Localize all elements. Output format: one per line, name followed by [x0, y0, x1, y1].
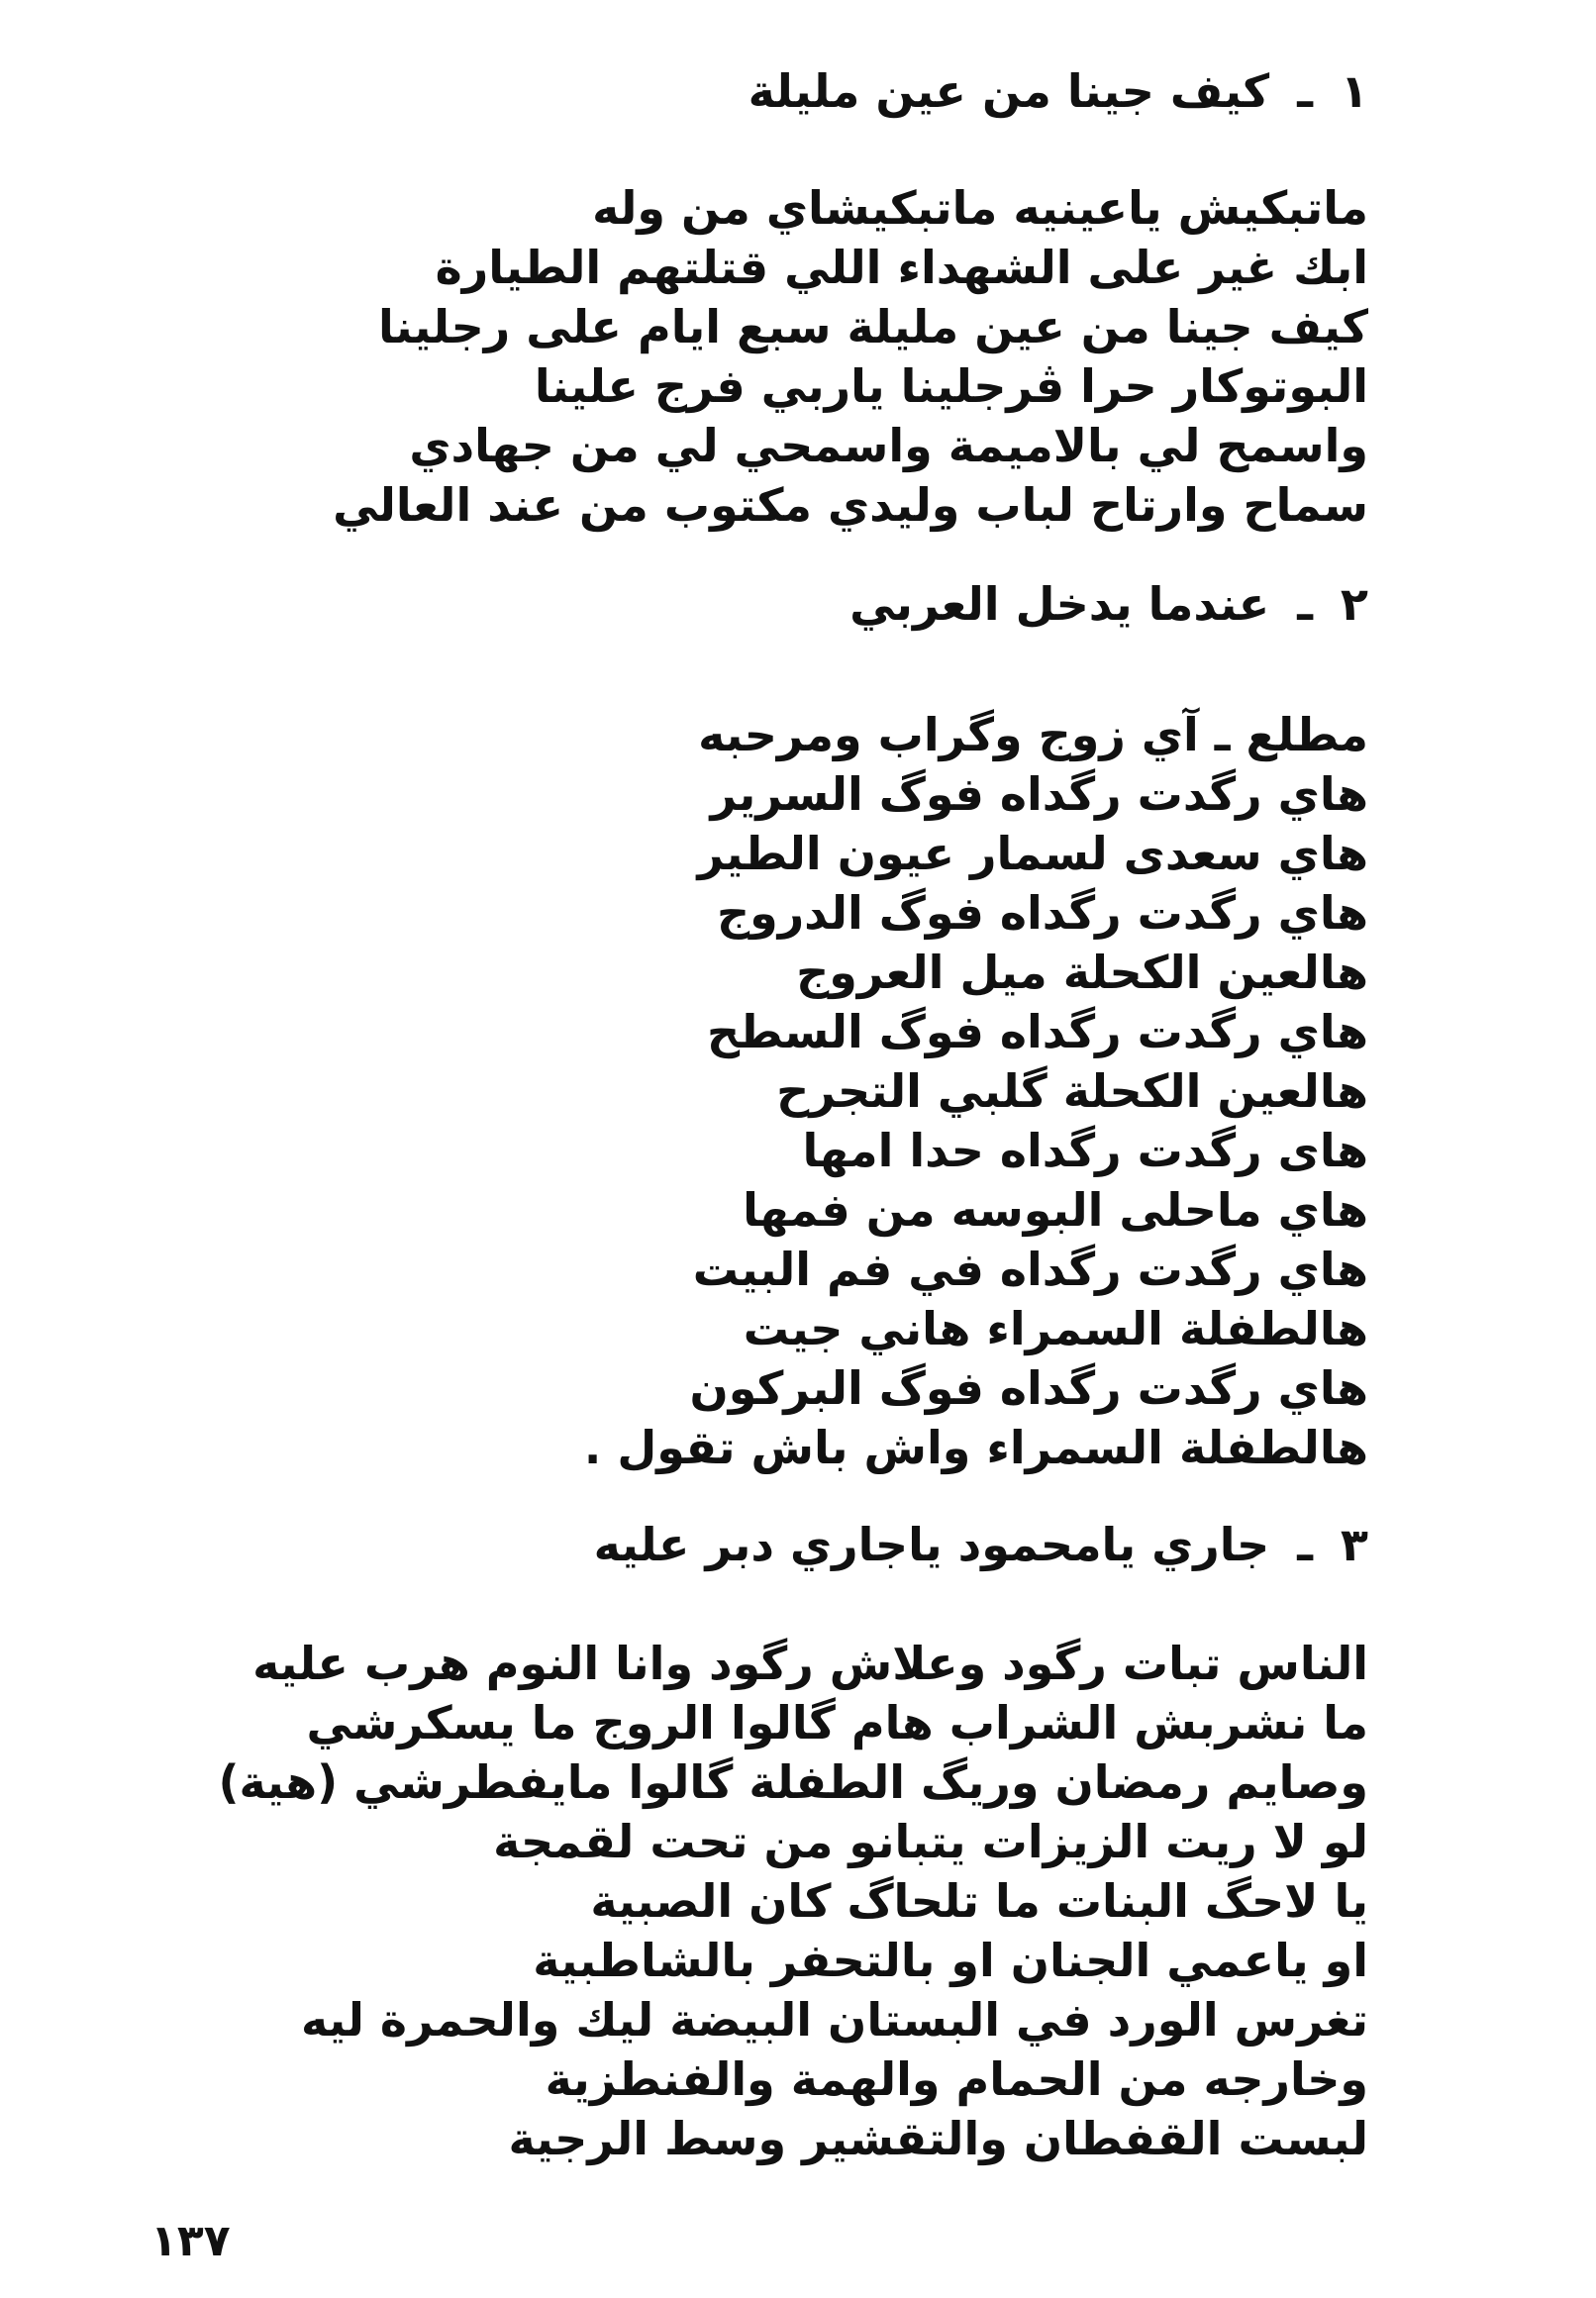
section-number: ١ — [1340, 64, 1368, 118]
verse-line: تغرس الورد في البستان البيضة ليك والحمرة ليه — [300, 1993, 1368, 2047]
verse-list — [219, 1634, 1369, 2168]
poem-section-1 — [333, 61, 1368, 535]
section-heading — [333, 61, 1368, 121]
verse-line: هاي رگدت رگداه فوگ البركون — [689, 1361, 1368, 1415]
section-title: كيف جينا من عين مليلة — [748, 64, 1270, 118]
verse-line: هاي رگدت رگداه في فم البيت — [692, 1243, 1368, 1296]
section-heading — [584, 574, 1368, 634]
verse-line: هاي رگدت رگداه فوگ السرير — [710, 767, 1368, 821]
section-dash: ـ — [1297, 64, 1313, 118]
verse-line: ابك غير على الشهداء اللي قتلتهم الطيارة — [435, 241, 1368, 294]
verse-line: وخارجه من الحمام والهمة والفنطزية — [545, 2052, 1368, 2106]
verse-line: ما نشربش الشراب هام گالوا الروج ما يسكرشي — [306, 1696, 1368, 1749]
poem-section-2 — [584, 574, 1368, 1477]
verse-line: ماتبكيش ياعينيه ماتبكيشاي من وله — [592, 181, 1368, 235]
section-title: عندما يدخل العربي — [849, 577, 1270, 631]
verse-line: هالطفلة السمراء هاني جيت — [743, 1302, 1368, 1355]
verse-line: واسمح لي بالاميمة واسمحي لي من جهادي — [409, 419, 1368, 472]
verse-line: الناس تبات رگود وعلاش رگود وانا النوم هرب عليه — [252, 1637, 1368, 1690]
verse-line: هاي رگدت رگداه فوگ السطح — [706, 1005, 1368, 1058]
verse-line: او ياعمي الجنان او بالتحفر بالشاطبية — [533, 1934, 1368, 1987]
section-heading — [219, 1515, 1369, 1574]
page-number: ١٣٧ — [150, 2216, 231, 2266]
verse-list — [584, 705, 1368, 1477]
verse-line: يا لاحگ البنات ما تلحاگ كان الصبية — [590, 1874, 1368, 1928]
section-dash: ـ — [1297, 577, 1313, 631]
verse-line: لو لا ريت الزيزات يتبانو من تحت لقمجة — [493, 1815, 1368, 1868]
section-title: جاري يامحمود ياجاري دبر عليه — [593, 1518, 1270, 1571]
verse-line: هاى رگدت رگداه حدا امها — [802, 1124, 1368, 1177]
verse-line: هالطفلة السمراء واش باش تقول . — [583, 1421, 1368, 1474]
verse-line: هاي ماحلى البوسه من فمها — [743, 1183, 1368, 1237]
verse-line: هاي سعدى لسمار عيون الطير — [697, 827, 1368, 880]
section-number: ٢ — [1340, 577, 1368, 631]
verse-line: وصايم رمضان وريگ الطفلة گالوا مايفطرشي (هية) — [218, 1755, 1368, 1809]
verse-line: هالعين الكحلة گلبي التجرح — [776, 1064, 1368, 1118]
verse-list — [333, 178, 1368, 535]
section-dash: ـ — [1297, 1518, 1313, 1571]
verse-line: كيف جينا من عين مليلة سبع ايام على رجلينا — [377, 300, 1368, 353]
poem-section-3 — [219, 1515, 1369, 2168]
verse-line: هالعين الكحلة ميل العروج — [796, 946, 1368, 999]
section-number: ٣ — [1340, 1518, 1368, 1571]
verse-line: هاي رگدت رگداه فوگ الدروج — [716, 886, 1368, 940]
verse-line: البوتوكار حرا ڨرجلينا ياربي فرج علينا — [534, 359, 1368, 413]
verse-line: مطلع ـ آي زوج وگراب ومرحبه — [698, 708, 1368, 761]
verse-line: لبست القفطان والتقشير وسط الرجية — [508, 2112, 1368, 2165]
verse-line: سماح وارتاح لباب وليدي مكتوب من عند العالي — [333, 478, 1368, 532]
